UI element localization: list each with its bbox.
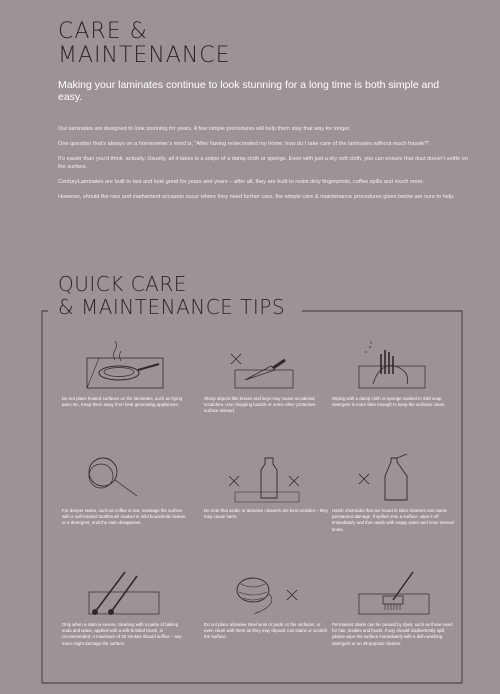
tip-text: Wiping with a damp cloth or sponge soaked in mild soap detergent is more than enough to keep the surfaces clean. (332, 396, 446, 408)
intro-paragraph: Our laminates are designed to look stunning for years. A few simple procedures will help them stay that way for longer. (58, 126, 351, 132)
toilet-cleaner-icon (355, 452, 435, 504)
frying-pan-icon (85, 340, 165, 392)
damp-cloth-icon (355, 340, 435, 392)
tip-text: Only when a stain is severe, cleaning with a paste of baking soda and water, applied with a soft-bristled brush, is recommended. A maximum of 20 strokes should suffice – any more might damage the surface. (62, 622, 182, 646)
quick-tips-title-line1: QUICK CARE (58, 272, 187, 296)
tip-card (332, 566, 457, 647)
acid-bottle-icon (227, 452, 307, 504)
tip-text: Permanent stains can be caused by dyes, such as those used for hair, textiles and foods. If any should inadvertently spill, please wipe the surface immediately with a dish-washing detergent or an all-purpose cleaner. (332, 622, 453, 646)
quick-tips-title-line2: & MAINTENANCE TIPS (58, 295, 286, 319)
tip-card (204, 566, 329, 641)
steel-wool-icon (227, 566, 307, 618)
tip-card (332, 452, 457, 533)
page-title-line2: MAINTENANCE (58, 43, 231, 68)
tip-text: Sharp objects like knives and keys may cause accidental scratches. Use chopping boards or some other protective surface instead. (204, 396, 316, 414)
tip-text: For deeper stains, such as coffee or tea, massage the surface with a soft-bristled toothbrush soaked in mild household cleaner or a detergent, until the stain disappears. (62, 508, 186, 526)
brush-icon (85, 566, 165, 618)
tip-card (62, 566, 187, 647)
tip-text: Do not place heated surfaces on the laminates, such as frying pans etc. Keep them away from heat generating appliances. (62, 396, 183, 408)
intro-paragraph: One question that’s always on a homeowner’s mind is, “After having redecorated my home, how do I take care of the laminates without much hassle?”. (58, 140, 431, 147)
intro-paragraph: CenturyLaminates are built to last and look great for years and years – after all, they are built to resist dirty fingerprints, coffee spills and much more. (58, 179, 425, 186)
subtitle: Making your laminates continue to look stunning for a long time is both simple and easy. (58, 79, 440, 103)
dye-brush-icon (355, 566, 435, 618)
intro-paragraph: It’s easier than you’d think, actually. Usually, all it takes is a swipe of a damp cloth or sponge. Even with just a dry soft cloth, you can ensure that dust doesn’t settle on the surface. (58, 155, 468, 171)
tip-card (332, 340, 457, 408)
tips-grid (62, 340, 462, 680)
tip-card (204, 452, 329, 520)
tip-text: Do not place abrasive steel wool or pads on the surfaces, or even clean with them as they may deposit rust stains or scratch the surface. (204, 622, 328, 640)
tip-text: Do note that acidic or abrasive cleaners are best avoided – they may cause harm. (204, 508, 328, 520)
intro-paragraph: However, should the rare and inadvertent occasion occur where they need further care, the simple care & maintenance procedures given below are sure to help. (58, 194, 455, 201)
knife-icon (227, 340, 307, 392)
tip-text: Harsh chemicals that are found in toilet cleaners can cause permanent damage. If spilled onto a surface, wipe it off immediately and then wash with soapy water and rinse several times. (332, 508, 454, 532)
tip-card (62, 340, 187, 408)
page-title-line1: CARE & (58, 19, 148, 44)
coffee-stain-icon (85, 452, 165, 504)
tip-card (204, 340, 329, 415)
tip-card (62, 452, 187, 527)
